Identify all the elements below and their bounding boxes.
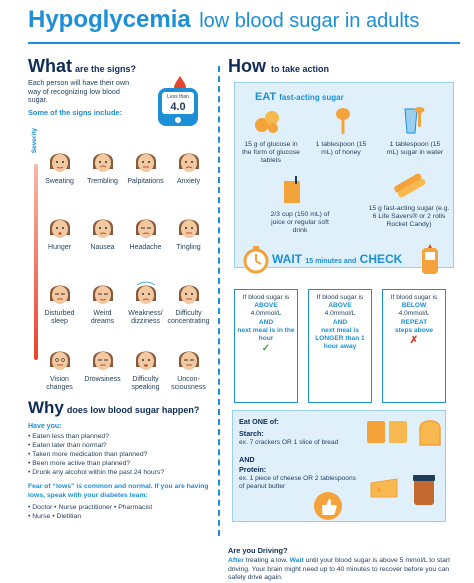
driving-title: Are you Driving? — [228, 546, 288, 555]
why-heading: Why does low blood sugar happen? — [28, 398, 200, 417]
list-item: • Eaten later than normal? — [28, 442, 107, 450]
why-list — [28, 432, 210, 477]
face-icon — [176, 147, 202, 175]
sign-item: Anxiety — [167, 145, 210, 211]
option-glucose: 15 g of glucose in the form of glucose tablets — [242, 141, 300, 165]
starch-label: Starch: — [239, 429, 264, 438]
meter-value: 4.0 — [170, 101, 186, 113]
sign-item: Palpitations — [124, 145, 167, 211]
sign-item: Drowsiness — [81, 343, 124, 409]
sugar-water-icon — [401, 105, 429, 135]
what-heading: What are the signs? — [28, 56, 137, 76]
title-sub: low blood sugar in adults — [199, 10, 420, 32]
protein-label: Protein: — [239, 465, 267, 474]
sign-item: Trembling — [81, 145, 124, 211]
fear-note: Fear of “lows” is common and normal. If you are having lows, speak with your diabetes team: — [28, 483, 209, 500]
glucose-tablets-icon — [253, 107, 281, 135]
list-item: • Drunk any alcohol within the past 24 hours? — [28, 469, 165, 477]
sign-item: Headache — [124, 211, 167, 277]
face-icon — [176, 213, 202, 241]
page-title — [28, 6, 419, 34]
face-icon — [133, 345, 159, 373]
how-section — [228, 56, 460, 582]
meter-label: Less than — [167, 94, 189, 100]
what-section — [28, 56, 210, 117]
cross-icon: ✗ — [409, 335, 419, 347]
list-item: • Been more active than planned? — [28, 460, 131, 468]
list-item: • Doctor • Nurse practitioner • Pharmacist — [28, 503, 153, 511]
condition-above-longer: If blood sugar is ABOVE 4.0mmol/L AND next meal is LONGER than 1 hour away — [308, 289, 372, 403]
glucose-meter-icon — [152, 74, 204, 128]
sign-item: Weird dreams — [81, 277, 124, 343]
eat-one-panel — [232, 410, 446, 522]
crackers-icon — [365, 417, 413, 447]
sign-item: Difficulty concentrating — [167, 277, 210, 343]
eat-heading: EAT fast-acting sugar — [255, 91, 344, 103]
option-honey: 1 tablespoon (15 mL) of honey — [315, 141, 367, 157]
cheese-icon — [369, 475, 399, 499]
wait-text: WAIT 15 minutes and CHECK — [272, 252, 403, 266]
face-icon — [133, 147, 159, 175]
why-section — [28, 398, 210, 521]
severity-label: Severity — [31, 128, 38, 154]
option-sugar-water: 1 tablespoon (15 mL) sugar in water — [386, 141, 444, 157]
list-item: • Nurse • Dietitian — [28, 512, 82, 520]
condition-above-within-hour: If blood sugar is ABOVE 4.0mmol/L AND next meal is in the hour ✓ — [234, 289, 298, 403]
signs-title: Some of the signs include: — [28, 107, 123, 117]
eat-fast-sugar-panel — [234, 82, 454, 268]
candy-rolls-icon — [389, 169, 429, 199]
glucometer-icon — [420, 244, 442, 276]
sign-item: Vision changes — [38, 343, 81, 409]
bread-icon — [417, 419, 443, 447]
sign-item: Nausea — [81, 211, 124, 277]
juice-box-icon — [281, 175, 303, 205]
face-icon — [176, 279, 202, 307]
list-item: • Taken more medication than planned? — [28, 451, 148, 459]
eat-one-heading: Eat ONE of: — [239, 417, 279, 426]
list-item: • Eaten less than planned? — [28, 433, 109, 440]
title-rule — [28, 42, 460, 44]
and-label: AND — [239, 455, 255, 464]
face-icon — [133, 279, 159, 307]
sign-item: Sweating — [38, 145, 81, 211]
face-icon — [90, 147, 116, 175]
driving-section — [228, 546, 460, 583]
column-divider — [218, 66, 220, 536]
face-icon — [90, 213, 116, 241]
timer-icon — [242, 246, 270, 274]
have-you-label: Have you: — [28, 423, 62, 430]
team-list — [28, 503, 210, 521]
sign-item: Disturbed sleep — [38, 277, 81, 343]
protein-example: ex. 1 piece of cheese OR 2 tablespoons of peanut butter — [239, 475, 356, 491]
face-icon — [47, 345, 73, 373]
title-main: Hypoglycemia — [28, 6, 191, 33]
face-icon — [47, 213, 73, 241]
option-juice: 2/3 cup (150 mL) of juice or regular soft drink — [270, 211, 330, 235]
option-candy: 15 g fast-acting sugar (e.g. 6 Life Savers® or 2 rolls Rocket Candy) — [368, 205, 450, 229]
honey-spoon-icon — [331, 105, 355, 135]
face-icon — [133, 213, 159, 241]
face-icon — [90, 279, 116, 307]
starch-example: ex. 7 crackers OR 1 slice of bread — [239, 439, 339, 446]
sign-item: Hunger — [38, 211, 81, 277]
driving-text: After treating a low, Wait until your blood sugar is above 5 mmol/L to start driving. Your brain might need up to 40 minutes to recover before you can safely drive again. — [228, 557, 451, 582]
thumbs-up-icon — [313, 491, 343, 521]
check-icon: ✓ — [261, 343, 271, 355]
face-icon — [47, 279, 73, 307]
signs-grid — [38, 145, 210, 409]
sign-item: Uncon- sciousness — [167, 343, 210, 409]
face-icon — [176, 345, 202, 373]
sign-item: Difficulty speaking — [124, 343, 167, 409]
how-heading: How to take action — [228, 56, 330, 76]
peanut-butter-icon — [409, 473, 439, 507]
face-icon — [90, 345, 116, 373]
condition-below: If blood sugar is BELOW 4.0mmol/L REPEAT steps above ✗ — [382, 289, 446, 403]
face-icon — [47, 147, 73, 175]
what-intro: Each person will have their own way of recognizing low blood sugar. — [28, 78, 130, 105]
sign-item: Tingling — [167, 211, 210, 277]
sign-item: Weakness/ dizziness — [124, 277, 167, 343]
wait-check-row — [238, 244, 438, 276]
